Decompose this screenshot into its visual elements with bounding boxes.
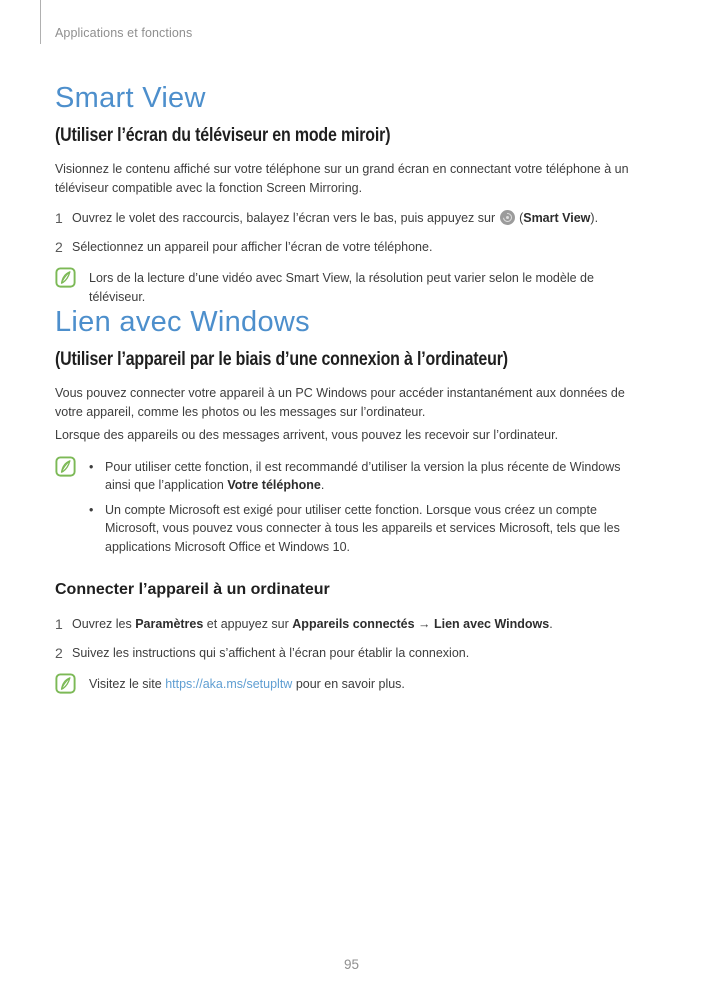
text-segment: pour en savoir plus. bbox=[292, 677, 405, 691]
section-title-lien-windows: Lien avec Windows bbox=[55, 306, 310, 338]
note-text bbox=[89, 456, 649, 557]
page-number: 95 bbox=[343, 957, 360, 972]
text-segment: ( bbox=[515, 211, 524, 225]
header-rule bbox=[40, 0, 41, 44]
external-link[interactable]: https://aka.ms/setupltw bbox=[165, 677, 293, 691]
section-title-smart-view: Smart View bbox=[55, 82, 206, 114]
note-block bbox=[55, 456, 649, 557]
step-text bbox=[72, 209, 598, 228]
bullet-text bbox=[105, 501, 649, 557]
note-text bbox=[89, 267, 649, 306]
text-segment: Ouvrez le volet des raccourcis, balayez l’écran vers le bas, puis appuyez sur bbox=[72, 211, 499, 225]
step-item bbox=[55, 644, 649, 663]
body-paragraph: Vous pouvez connecter votre appareil à un PC Windows pour accéder instantanément aux données de votre appareil, comme les photos ou les messages sur l’ordinateur. bbox=[55, 386, 625, 419]
step-text bbox=[72, 615, 553, 634]
text-segment: ). bbox=[590, 211, 599, 225]
text-segment: Lors de la lecture d’une vidéo avec Smart View, la résolution peut varier selon le modèle de téléviseur. bbox=[89, 271, 594, 304]
step-number: 1 bbox=[55, 210, 63, 226]
step-text bbox=[72, 644, 469, 663]
text-segment: Lien avec Windows bbox=[434, 617, 550, 631]
note-pencil-icon bbox=[55, 267, 76, 288]
note-bullet bbox=[89, 501, 649, 557]
note-pencil-icon bbox=[55, 456, 76, 477]
running-header: Applications et fonctions bbox=[55, 26, 193, 40]
text-segment: Ouvrez les bbox=[72, 617, 136, 631]
text-segment: Paramètres bbox=[135, 617, 204, 631]
text-segment: Appareils connectés bbox=[292, 617, 415, 631]
note-block bbox=[55, 267, 649, 306]
step-number: 2 bbox=[55, 644, 63, 661]
step-item bbox=[55, 209, 649, 228]
smart-view-icon bbox=[500, 210, 515, 225]
bullet-dot: • bbox=[89, 459, 94, 474]
text-segment: → bbox=[414, 617, 434, 631]
note-text bbox=[89, 673, 649, 694]
section-subtitle-lien-windows: (Utiliser l’appareil par le biais d’une connexion à l’ordinateur) bbox=[55, 349, 508, 370]
text-segment: . bbox=[549, 617, 553, 631]
step-item bbox=[55, 615, 649, 634]
text-segment: Suivez les instructions qui s’affichent à l’écran pour établir la connexion. bbox=[72, 645, 470, 660]
text-segment: Un compte Microsoft est exigé pour utiliser cette fonction. Lorsque vous créez un compte Microsoft, vous pouvez vous connecter à tous les appareils et services Microsoft, tels que les applications Microsoft Office et Windows 10. bbox=[105, 502, 620, 554]
bullet-text bbox=[105, 458, 649, 495]
body-paragraph: Lorsque des appareils ou des messages arrivent, vous pouvez les recevoir sur l’ordinateur. bbox=[55, 428, 559, 442]
text-segment: Smart View bbox=[523, 211, 591, 225]
step-number: 1 bbox=[55, 616, 63, 632]
section-subtitle-smart-view: (Utiliser l’écran du téléviseur en mode miroir) bbox=[55, 125, 391, 146]
note-bullet bbox=[89, 458, 649, 495]
text-segment: Votre téléphone bbox=[227, 478, 321, 492]
intro-paragraph: Visionnez le contenu affiché sur votre téléphone sur un grand écran en connectant votre téléphone à un téléviseur compatible avec la fonction Screen Mirroring. bbox=[55, 162, 629, 195]
text-segment: Visitez le site bbox=[89, 677, 166, 691]
text-segment: Pour utiliser cette fonction, il est recommandé d’utiliser la version la plus récente de Windows ainsi que l’application bbox=[105, 459, 621, 492]
step-number: 2 bbox=[55, 238, 63, 255]
note-block bbox=[55, 673, 649, 694]
bullet-dot: • bbox=[89, 502, 94, 517]
note-pencil-icon bbox=[55, 673, 76, 694]
text-segment: . bbox=[320, 478, 325, 492]
page-content bbox=[55, 82, 649, 694]
text-segment: Sélectionnez un appareil pour afficher l’écran de votre téléphone. bbox=[72, 239, 433, 254]
sub-heading-connect: Connecter l’appareil à un ordinateur bbox=[55, 581, 330, 598]
step-text bbox=[72, 238, 432, 257]
text-segment: et appuyez sur bbox=[203, 617, 293, 631]
step-item bbox=[55, 238, 649, 257]
